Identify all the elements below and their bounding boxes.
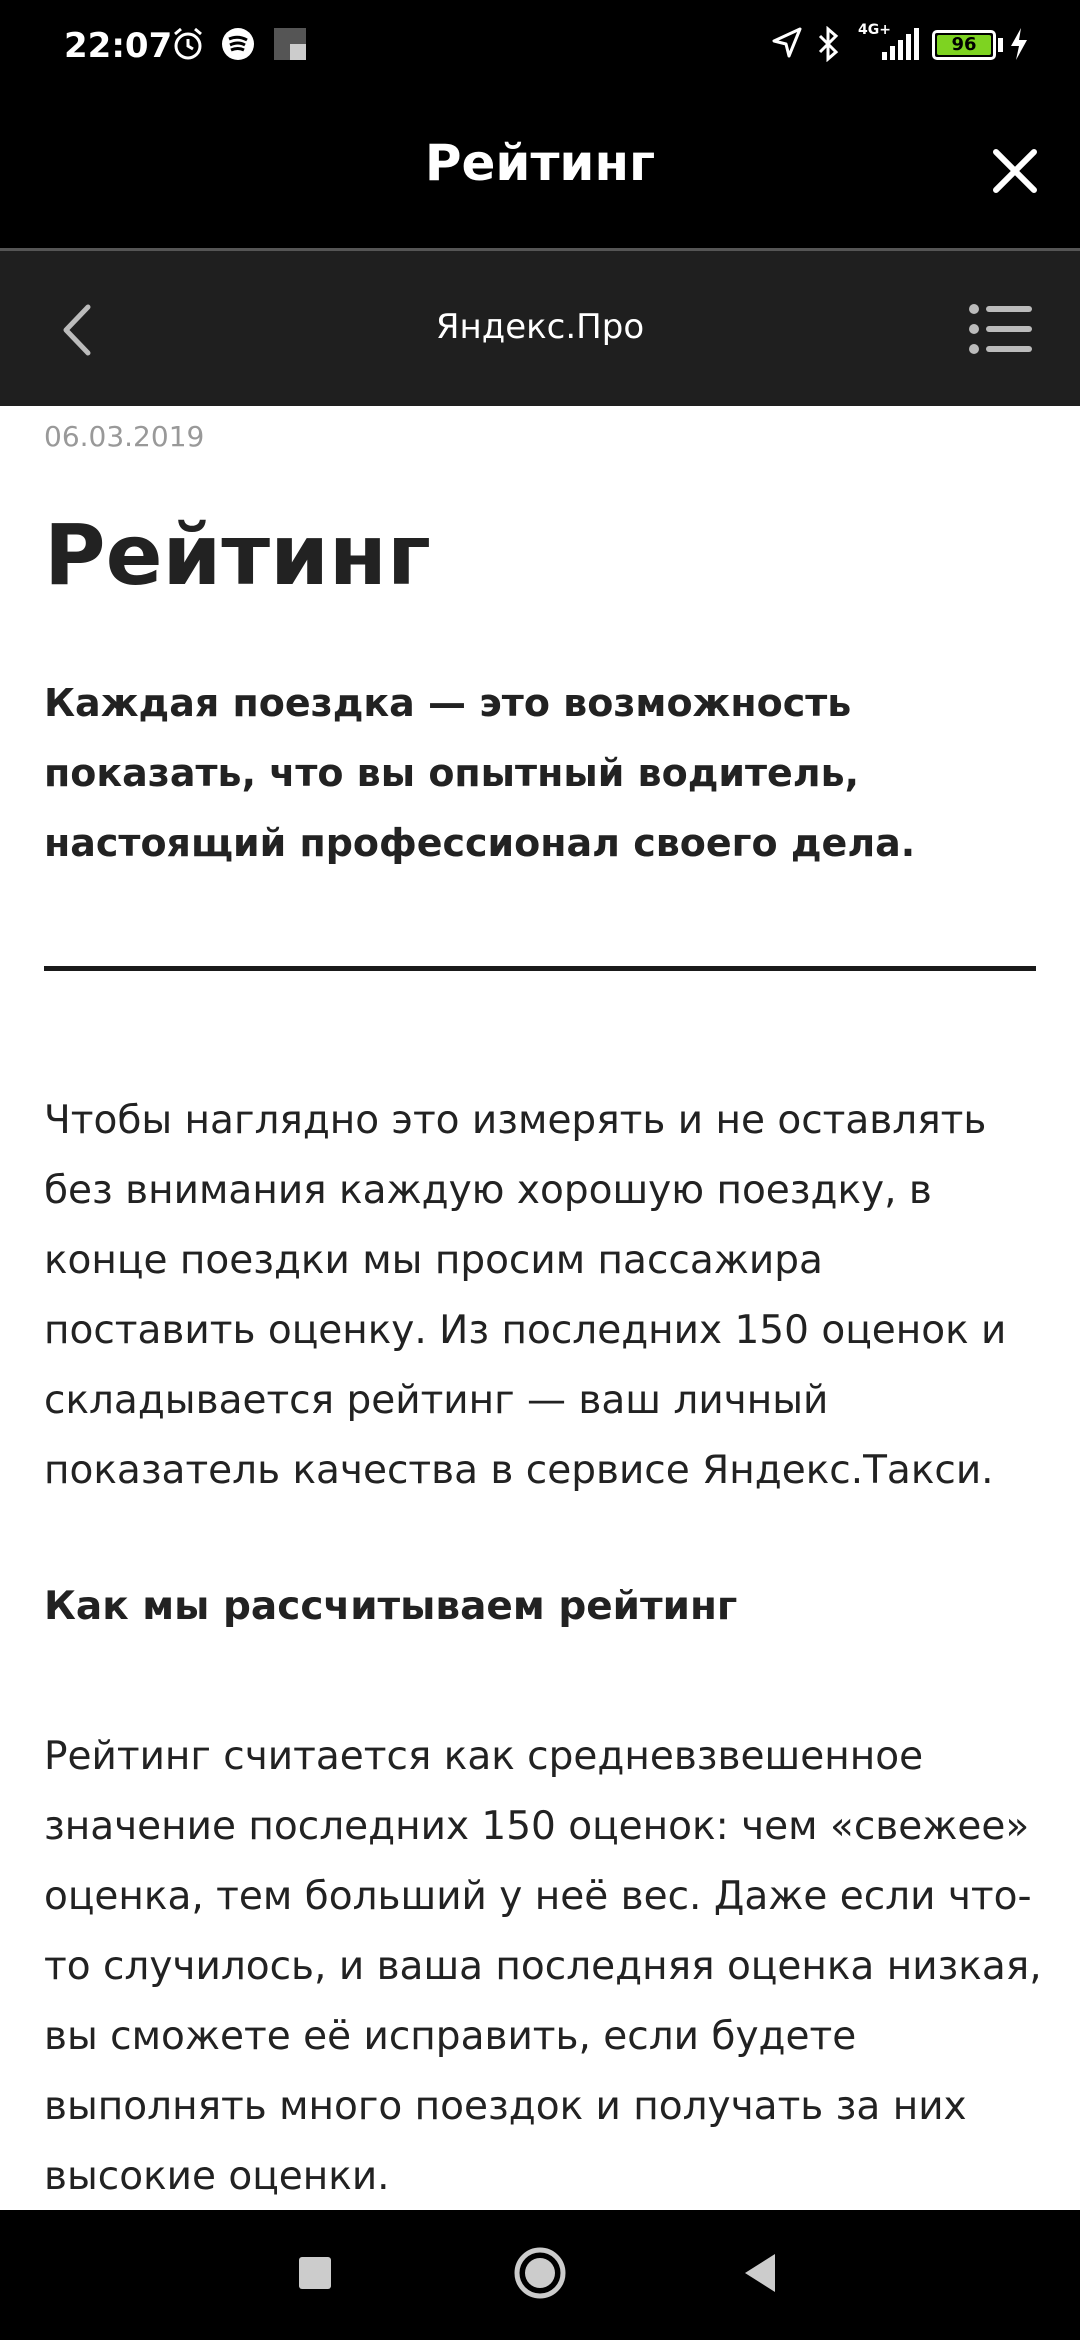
charging-icon xyxy=(1008,26,1030,62)
menu-list-icon[interactable] xyxy=(966,297,1036,361)
alarm-icon xyxy=(170,26,206,62)
battery-level: 96 xyxy=(951,34,977,55)
article-paragraph: Чтобы наглядно это измерять и не оставлять без внимания каждую хорошую поездку, в конце поездки мы просим пассажира поставить оценку. Из последних 150 оценок и складывается рейтинг — ваш личный показатель качества в сервисе Яндекс.Такси. xyxy=(44,1098,1007,1493)
status-time: 22:07 xyxy=(64,26,173,66)
home-circle-icon[interactable] xyxy=(505,2238,575,2308)
signal-icon xyxy=(880,26,920,62)
nav-bar xyxy=(0,251,1080,406)
status-bar xyxy=(0,0,1080,96)
close-icon[interactable] xyxy=(980,136,1050,206)
back-triangle-icon[interactable] xyxy=(725,2238,795,2308)
article-subheading: Как мы рассчитываем рейтинг xyxy=(44,1584,738,1629)
notification-icon xyxy=(272,26,308,62)
window-title: Рейтинг xyxy=(424,134,656,192)
bluetooth-icon xyxy=(814,26,844,62)
nav-title: Яндекс.Про xyxy=(435,307,645,347)
section-divider xyxy=(44,966,1036,971)
recents-square-icon[interactable] xyxy=(280,2238,350,2308)
article-headline: Рейтинг xyxy=(44,506,431,604)
spotify-icon xyxy=(220,26,256,62)
article-paragraph: Рейтинг считается как средневзвешенное значение последних 150 оценок: чем «свежее» оценка, тем больший у неё вес. Даже если что-то случилось, и ваша последняя оценка низкая, вы сможете её исправить, если будете выполнять много поездок и получать за них высокие оценки. xyxy=(44,1734,1042,2199)
window-title-bar xyxy=(0,96,1080,250)
battery-tip xyxy=(998,38,1003,52)
system-nav-bar xyxy=(0,2210,1080,2340)
battery-icon xyxy=(932,30,996,60)
article-lead: Каждая поездка — это возможность показать, что вы опытный водитель, настоящий профессионал своего дела. xyxy=(44,681,916,865)
location-icon xyxy=(770,26,804,60)
network-label: 4G+ xyxy=(858,22,891,38)
article-date: 06.03.2019 xyxy=(44,420,205,453)
